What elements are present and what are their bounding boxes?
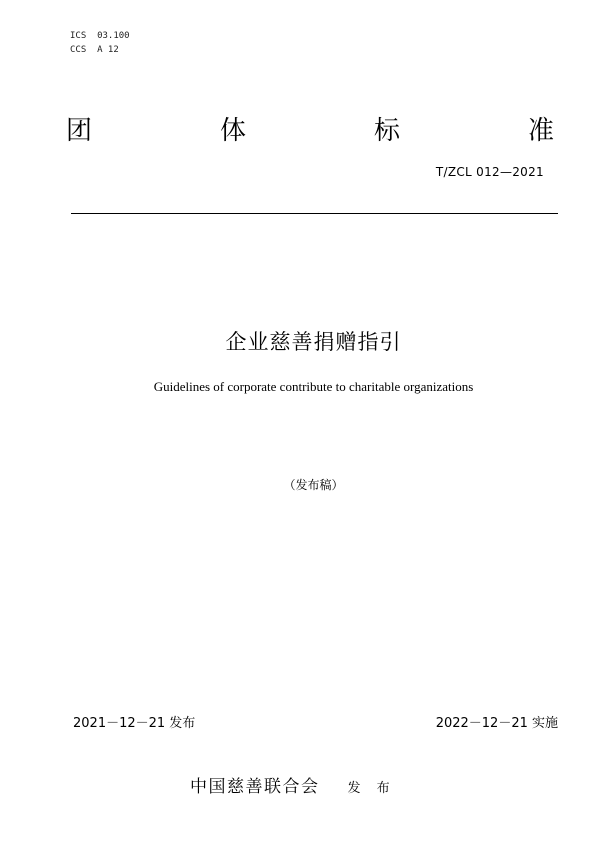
- document-subtitle-english: Guidelines of corporate contribute to charitable organizations: [153, 379, 474, 394]
- document-title: 企业慈善捐赠指引: [225, 330, 402, 354]
- document-status: （发布稿）: [283, 478, 344, 492]
- header-divider: [71, 213, 558, 214]
- standard-type-char: 标: [373, 116, 400, 146]
- implement-date: 2022－12－21 实施: [435, 716, 558, 731]
- publisher-name: 中国慈善联合会: [190, 777, 320, 797]
- standard-type-char: 团: [66, 116, 93, 146]
- standard-type-char: 准: [527, 116, 554, 146]
- ccs-code: CCS A 12: [70, 45, 119, 55]
- standard-number: T/ZCL 012—2021: [435, 165, 544, 179]
- standard-type-heading: [66, 113, 554, 149]
- publish-date: 2021－12－21 发布: [73, 716, 196, 731]
- ics-code: ICS 03.100: [70, 31, 130, 41]
- classification-codes: [70, 29, 130, 57]
- standard-type-char: 体: [219, 116, 246, 146]
- publish-label: 发 布: [347, 781, 396, 796]
- publisher-line: [190, 775, 396, 799]
